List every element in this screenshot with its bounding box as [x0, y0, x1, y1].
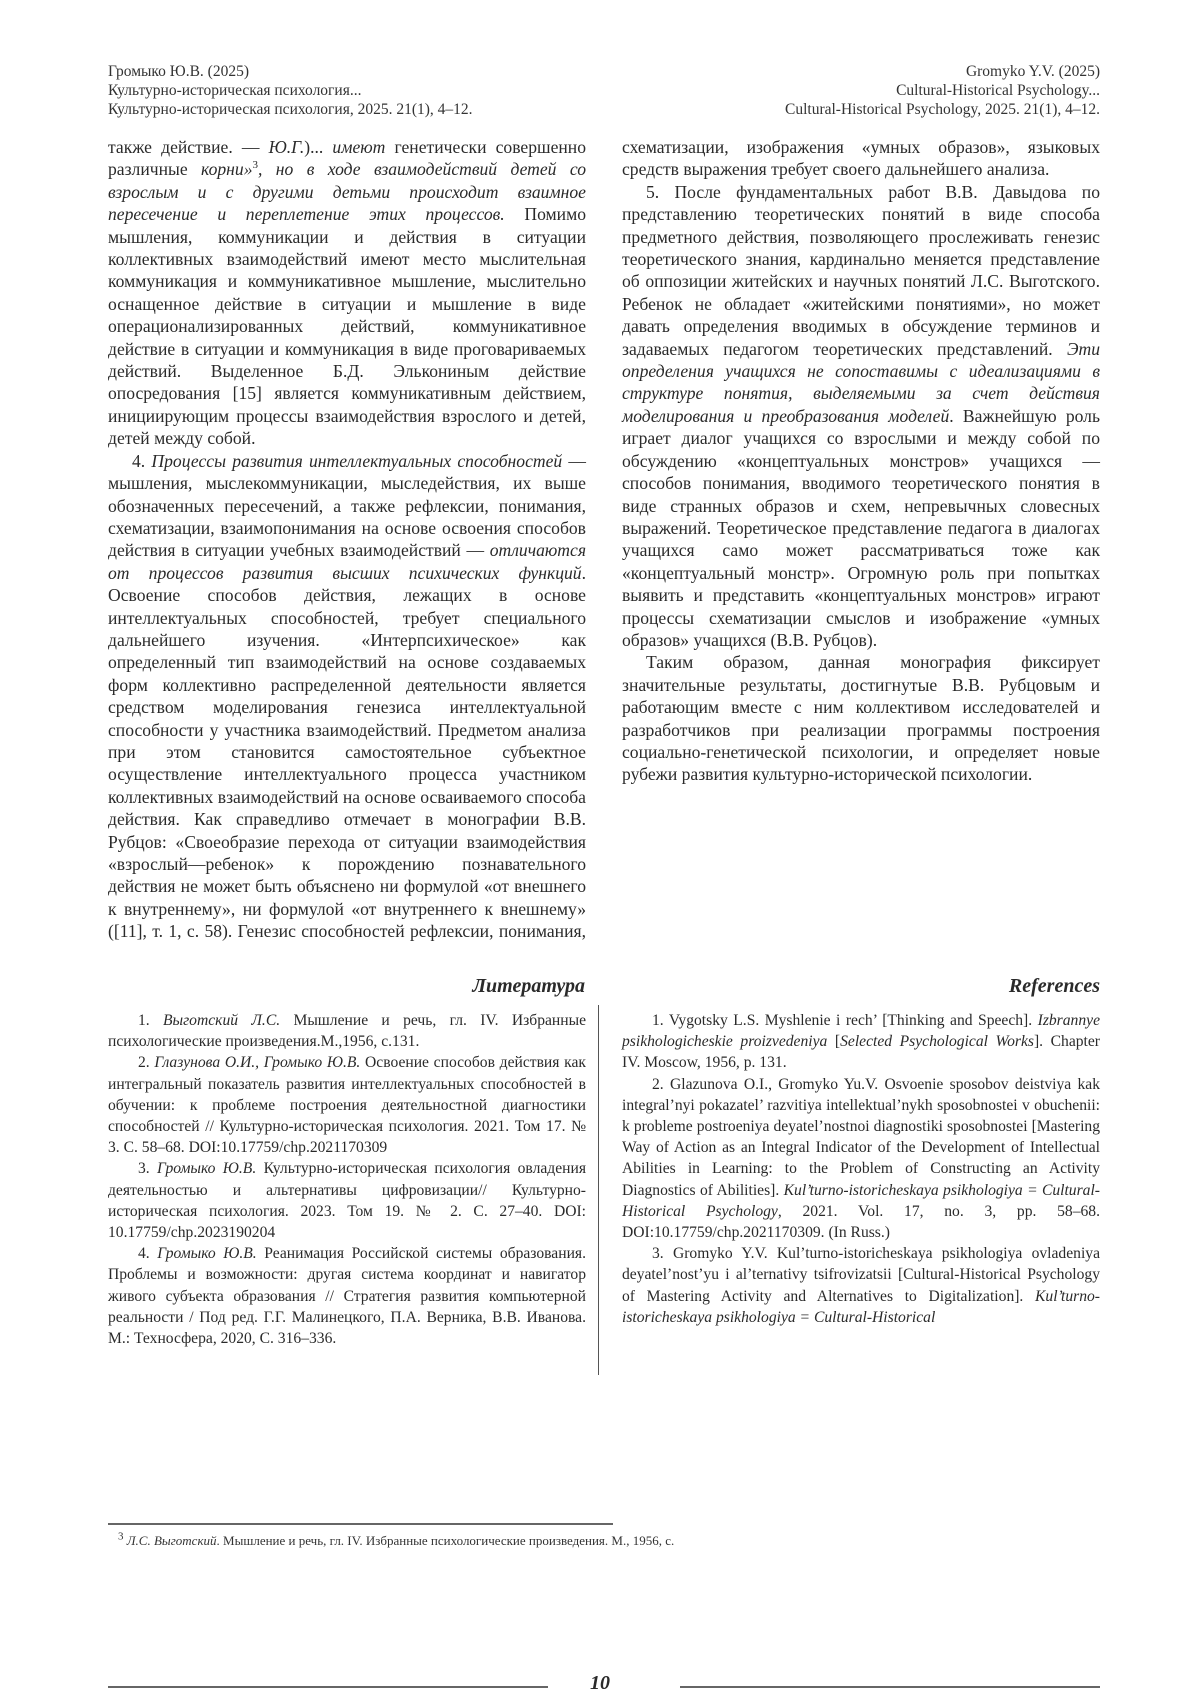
running-header-ru [108, 62, 473, 119]
header-journal: Культурно-историческая психология, 2025. 21(1), 4–12. [108, 100, 473, 119]
footnote [118, 1533, 674, 1549]
text-run: Глазунова О.И., Громыко Ю.В. [154, 1054, 360, 1071]
header-author: Громыко Ю.В. (2025) [108, 62, 473, 81]
text-run: Процессы развития интеллектуальных способностей [151, 451, 562, 471]
reference-item [108, 1052, 586, 1158]
text-run: Мышление и речь, гл. IV. Избранные психологические произведения.М.,1956, с.131. [108, 1012, 586, 1050]
text-run: Освоение способов действия как интегральный показатель развития интеллектуальных способностей в обучении: к проблеме построения деятельностной диагностики способностей // Культурно-историческая психология. 2021. Том 17. № 3. С. 58–68. DOI:10.17759/chp.2021170309 [108, 1054, 586, 1156]
text-run: корни» [201, 159, 252, 179]
references-ru-list [108, 1010, 586, 1349]
footnote-marker: 3 [253, 160, 259, 172]
text-run: Выготский Л.С. [163, 1012, 280, 1029]
text-run: — мышления, мыслекоммуникации, мыследействия, их выше обозначенных пересечений, а также рефлексии, понимания, схематизации, взаимопонимания на основе освоения способов действия в ситуации учебных взаимодействий — [108, 451, 586, 561]
reference-item [108, 1010, 586, 1052]
text-run: 5. После фундаментальных работ В.В. Давыдова по представлению теоретических понятий в виде способа предметного действия, позволяющего прослеживать генезис теоретического знания, кардинально меняется представление об оппозиции житейских и научных понятий Л.С. Выготского. Ребенок не обладает «житейскими понятиями», но может давать определения вводимых в обсуждение терминов и задаваемых педагогом теоретических представлений. [622, 182, 1100, 359]
text-run: )... [304, 137, 332, 157]
text-run: . Освоение способов действия, лежащих в основе интеллектуальных способностей, требует специального дальнейшего изучения. «Интерпсихическое» как определенный тип взаимодействий на основе создаваемых форм коллективно распределенной деятельности является средством моделирования генезиса интеллектуальной способности у участника взаимодействий. Предметом анализа при этом становится самостоятельное субъектное осуществление интеллектуального процесса участником коллективных взаимодействий на основе осваиваемого способа действия. Как справедливо отмечает в монографии В.В. Рубцов: «Своеобразие перехода от ситуации взаимодействия «взрослый—ребенок» к порождению познавательного действия не может быть объяснено ни формулой «от внешнего к внутреннему», ни формулой «от внутреннего к внешнему» ([11], т. 1, с. 58). Генезис способностей рефлексии, понимания, схематизации, изображения «умных образов», языковых средств выражения требует своего дальнейшего анализа. [108, 137, 1100, 941]
references-en-heading: References [1009, 975, 1100, 998]
page-number: 10 [550, 1672, 650, 1695]
text-run: Эти определения учащихся не сопоставимы с идеализациями в структуре понятия, выделяемыми за счет действия моделирования и преобразования моделей [622, 339, 1100, 426]
text-run: 3. Gromyko Y.V. Kul’turno-istoricheskaya psikhologiya ovladeniya deyatel’nost’yu i al’ternativy tsifrovizatsii [Cultural-Historical Psychology of Mastering Activity and Alternatives to Digitalization]. [622, 1245, 1100, 1304]
article-body [108, 136, 1100, 956]
reference-item [622, 1010, 1100, 1074]
reference-item [622, 1074, 1100, 1244]
text-run: ]. Chapter IV. Moscow, 1956, p. 131. [622, 1033, 1100, 1071]
paragraph [622, 181, 1100, 652]
text-run: также действие. — [108, 137, 269, 157]
text-run: , но в ходе взаимодействий детей со взрослым и с другими детьми происходит взаимное пересечение и переплетение этих процессов. [108, 159, 586, 224]
text-run: 4. [132, 451, 151, 471]
text-run: . Важнейшую роль играет диалог учащихся со взрослыми и между собой по обсуждению «концептуальных монстров» учащихся — способов понимания, вводимого теоретического понятия в виде странных образов и схем, непревычных словесных выражений. Теоретическое представление педагога в диалогах учащихся само может рассматриваться тоже как «концептуальный монстр». Огромную роль при попытках выявить и представить «концептуальных монстров» играют процессы схематизации смыслов и изображение «умных образов» учащихся (В.В. Рубцов). [622, 406, 1100, 650]
header-title: Культурно-историческая психология... [108, 81, 473, 100]
text-run: Kul’turno-istoricheskaya psikhologiya = Cultural-Historical [622, 1288, 1100, 1326]
text-run: [ [827, 1033, 840, 1050]
text-run: Ю.Г. [269, 137, 305, 157]
text-run: Таким образом, данная монография фиксирует значительные результаты, достигнутые В.В. Рубцовым и работающим вместе с ним коллективом исследователей и разработчиков при реализации программы построения социально-генетической психологии, и определяет новые рубежи развития культурно-исторической психологии. [622, 652, 1100, 784]
text-run: генетически совершенно различные [108, 137, 586, 179]
reference-item [622, 1243, 1100, 1328]
text-run: Громыко Ю.В. [157, 1160, 256, 1177]
header-author: Gromyko Y.V. (2025) [785, 62, 1100, 81]
header-title: Cultural-Historical Psychology... [785, 81, 1100, 100]
running-header-en [785, 62, 1100, 119]
text-run: Selected Psychological Works [840, 1033, 1034, 1050]
text-run: Помимо мышления, коммуникации и действия в ситуации коллективных взаимодействий имеют место мыслительная коммуникация и коммуникативное мышление, мыслительно оснащенное действие в ситуации и мышление в виде операционализированных действий, коммуникативное действие в ситуации и коммуникация в виде проговариваемых действий. Выделенное Б.Д. Элькониным действие опосредования [15] является коммуникативным действием, инициирующим процессы взаимодействия взрослого и детей, детей между собой. [108, 204, 586, 448]
text-run: , 2021. Vol. 17, no. 3, pp. 58–68. DOI:10.17759/chp.2021170309. (In Russ.) [622, 1203, 1100, 1241]
column-divider [598, 1005, 599, 1375]
text-run: Л.С. Выготский [127, 1533, 217, 1548]
reference-item [108, 1243, 586, 1349]
paragraph [108, 136, 586, 450]
text-run: Реанимация Российской системы образования. Проблемы и возможности: другая система координат и навигатор живого субъекта образования // Стратегия развития компьютерной реальности / Под ред. Г.Г. Малинецкого, П.А. Верника, В.В. Иванова. М.: Техносфера, 2020, С. 316–336. [108, 1245, 586, 1347]
text-run: отличаются от процессов развития высших психических функций [108, 540, 586, 582]
text-run: 4. [138, 1245, 157, 1262]
text-run: Громыко Ю.В. [157, 1245, 256, 1262]
text-run: 1. [138, 1012, 163, 1029]
text-run: 2. [138, 1054, 154, 1071]
footnote-marker: 3 [118, 1531, 124, 1543]
reference-item [108, 1158, 586, 1243]
text-run: 3. [138, 1160, 157, 1177]
footnote-rule [108, 1523, 613, 1525]
references-ru-heading: Литература [472, 975, 585, 998]
text-run: 1. Vygotsky L.S. Myshlenie i rech’ [Thinking and Speech]. [652, 1012, 1038, 1029]
text-run: . Мышление и речь, гл. IV. Избранные психологические произведения. М., 1956, с. [217, 1533, 675, 1548]
page-number-rule-right [680, 1686, 1100, 1688]
page-number-rule-left [108, 1686, 548, 1688]
text-run: Kul’turno-istoricheskaya psikhologiya = Cultural-Historical Psychology [622, 1182, 1100, 1220]
text-run: Культурно-историческая психология овладения деятельностью и альтернативы цифровизации// Культурно-историческая психология. 2023. Том 19. № 2. С. 27–40. DOI: 10.17759/chp.2023190204 [108, 1160, 586, 1241]
text-run: Izbrannye psikhologicheskie proizvedeniya [622, 1012, 1100, 1050]
text-run: имеют [332, 137, 385, 157]
text-run: 2. Glazunova O.I., Gromyko Yu.V. Osvoenie sposobov deistviya kak integral’nyi pokazatel’ razvitiya intellektual’nykh sposobnostei v obuchenii: k probleme postroeniya deyatel’nostnoi diagnostiki sposobnostei [Mastering Way of Action as an Integral Indicator of the Development of Intellectual Abilities in Learning: to the Problem of Constructing an Activity Diagnostics of Abilities]. [622, 1076, 1100, 1199]
references-en-list [622, 1010, 1100, 1328]
paragraph [622, 651, 1100, 785]
header-journal: Cultural-Historical Psychology, 2025. 21(1), 4–12. [785, 100, 1100, 119]
